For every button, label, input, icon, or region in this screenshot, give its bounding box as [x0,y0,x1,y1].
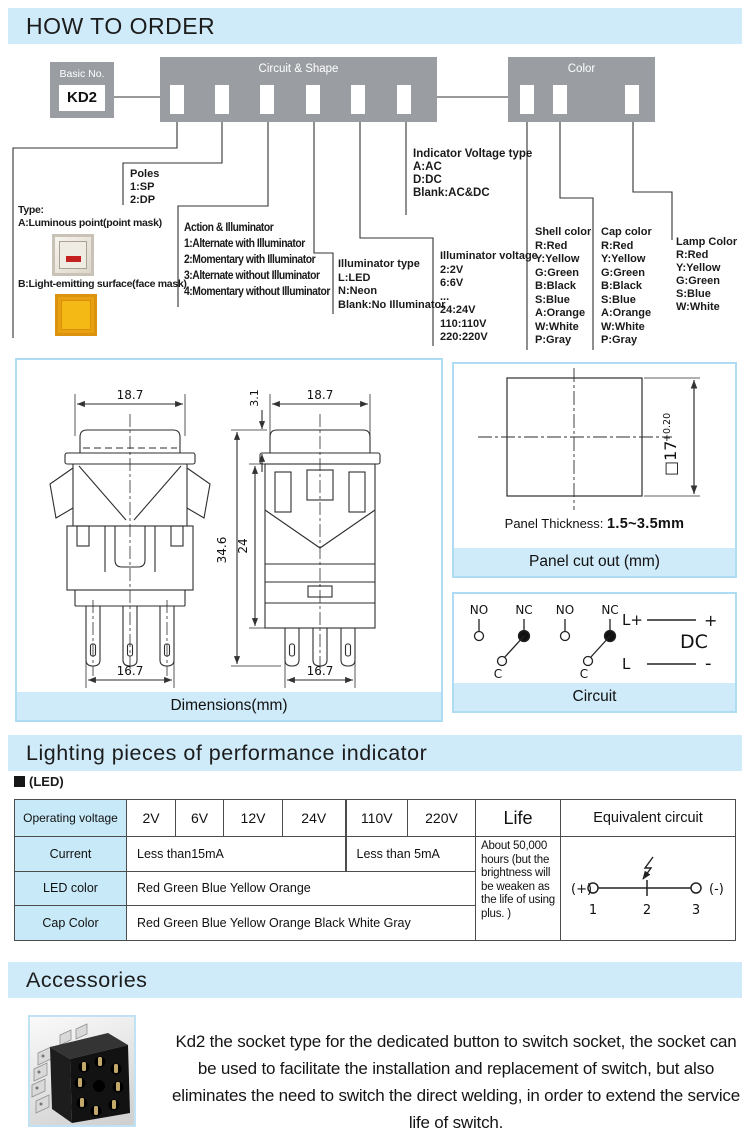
option-item: G:Green [676,275,721,287]
option-item: A:Luminous point(point mask) [18,217,162,229]
indicator-dot [66,256,81,262]
code-slot [170,85,184,114]
color-box [508,57,655,122]
panel-tolerance-label: +0.20 [662,412,673,442]
equiv-terminal-1: 1 [588,903,598,918]
option-list-poles [130,168,159,207]
option-list-illuminator-type [338,258,446,312]
led-note-label: (LED) [29,774,64,789]
option-list-cap-color [601,226,652,348]
dim-front-top: 18.7 [116,388,144,402]
option-item: S:Blue [601,293,636,306]
indicator-spec-table [14,799,736,941]
circuit-shape-label: Circuit & Shape [258,63,339,75]
plus-label: + [704,611,718,630]
cap-color-value: Red Green Blue Yellow Orange Black White Gray [127,906,476,941]
option-item: 3:Alternate without Illuminator [184,270,320,282]
section-title: Lighting pieces of performance indicator [26,740,428,765]
code-slot [215,85,229,114]
panel-cutout-panel [452,362,737,578]
current-high-value: Less than 5mA [346,837,476,872]
table-header-row [15,800,736,837]
no-label: NO [469,603,489,617]
section-title: HOW TO ORDER [26,12,216,39]
option-list-type [18,204,162,230]
equiv-terminal-2: 2 [642,903,652,918]
col-header: Operating voltage [15,800,127,837]
l-label: L [622,655,631,673]
option-item: R:Red [601,239,634,252]
option-list-action-illuminator [184,220,330,300]
equiv-minus-label: (-) [709,882,724,897]
section-title: Accessories [26,967,148,992]
option-list-type-b [18,278,187,291]
option-list-shell-color [535,226,591,348]
c-label: C [579,667,589,681]
dimensions-panel [15,358,443,722]
current-low-value: Less than15mA [127,837,346,872]
col-header: 220V [408,800,476,837]
code-slot [351,85,365,114]
basic-no-value: KD2 [59,85,105,111]
basic-no-label: Basic No. [59,68,105,80]
dimensions-drawing [17,360,441,692]
option-item: 220:220V [440,331,488,343]
panel-cutout-drawing [454,364,735,514]
option-list-title: Action & Illuminator [184,222,274,234]
option-item: R:Red [676,249,709,261]
option-list-illuminator-voltage [440,250,538,345]
led-bullet-icon [14,776,25,787]
option-item: ... [440,290,450,303]
option-item: 110:110V [440,317,487,330]
option-item: Blank:No Illuminator [338,298,446,311]
option-item: 2:DP [130,194,156,206]
dim-front-bottom: 16.7 [116,664,144,678]
panel-thickness [454,516,735,532]
option-item: Y:Yellow [601,253,646,265]
dim-cap-height: 3.1 [248,389,261,407]
option-list-title: Poles [130,168,160,180]
how-to-order-header [8,8,742,44]
button-image-point-mask [52,234,94,276]
code-slot [397,85,411,114]
option-item: W:White [676,301,720,313]
option-item: S:Blue [535,293,570,306]
option-item: 2:2V [440,263,464,276]
option-item: G:Green [535,266,580,279]
code-slot [625,85,639,114]
option-list-indicator-voltage-type [413,148,532,200]
option-list-title: Lamp Color [676,236,738,248]
option-item: G:Green [601,266,646,279]
socket-photo [28,1015,136,1127]
lighting-section-header [8,735,742,771]
option-item: B:Black [535,280,576,292]
option-list-title: Shell color [535,226,592,238]
minus-label: - [705,653,712,674]
circuit-caption: Circuit [454,683,735,711]
option-item: 1:Alternate with Illuminator [184,238,305,250]
option-item: Y:Yellow [676,262,721,274]
circuit-shape-box [160,57,437,122]
row-header: Current [15,837,127,872]
button-image-face-mask [55,294,97,336]
option-item: B:Light-emitting surface(face mask) [18,278,187,290]
c-label: C [493,667,503,681]
col-header: 2V [127,800,176,837]
option-item: 2:Momentary with Illuminator [184,254,316,266]
equiv-plus-label: (+) [571,882,593,897]
table-row-current [15,837,736,872]
option-list-title: Indicator Voltage type [413,148,533,160]
accessories-header [8,962,742,998]
nc-label: NC [601,603,619,617]
dim-total-height: 34.6 [215,536,229,564]
button-bezel [59,241,87,269]
option-list-title: Illuminator voltage [440,250,538,262]
color-label: Color [567,63,596,75]
led-note [14,774,64,789]
nc-label: NC [515,603,533,617]
option-list-lamp-color [676,236,737,314]
option-item: Y:Yellow [535,253,580,265]
socket-illustration [30,1017,134,1125]
button-face [61,300,91,330]
accessories-description: Kd2 the socket type for the dedicated button to switch socket, the socket can be used to facilitate the installation and replacement of switch, but also eliminates the need to switch the direct welding, in order to extend the service life of switch. [172,1032,740,1132]
option-item: Blank:AC&DC [413,187,490,199]
dc-label: DC [680,631,708,653]
option-item: A:AC [413,161,442,173]
option-item: 6:6V [440,277,464,289]
option-item: L:LED [338,271,371,284]
panel-thickness-label: Panel Thickness: [504,516,604,531]
option-item: D:DC [413,174,442,186]
dim-side-top: 18.7 [306,388,334,402]
l-plus-label: L+ [622,611,643,629]
panel-thickness-value: 1.5~3.5mm [607,516,685,532]
code-slot [260,85,274,114]
col-header-equivalent: Equivalent circuit [561,800,736,837]
row-header: LED color [15,871,127,906]
option-item: R:Red [535,239,568,252]
col-header: 24V [283,800,346,837]
option-list-title: Type: [18,204,44,216]
option-list-title: Cap color [601,226,652,238]
option-item: S:Blue [676,288,711,300]
option-item: N:Neon [338,285,378,297]
panel-size-label: □17 [661,440,680,476]
option-item: 4:Momentary without Illuminator [184,286,330,298]
equivalent-circuit-drawing [563,837,733,937]
option-item: W:White [535,320,579,333]
life-value: About 50,000 hours (but the brightness will be weaken as the life of using plus. ) [476,837,561,941]
circuit-drawing [454,594,735,683]
circuit-panel [452,592,737,713]
option-item: B:Black [601,280,642,292]
option-item: P:Gray [535,334,572,346]
code-slot [306,85,320,114]
dimensions-caption: Dimensions(mm) [17,692,441,720]
led-color-value: Red Green Blue Yellow Orange [127,871,476,906]
basic-no-box [50,62,114,118]
col-header: 6V [176,800,224,837]
equiv-terminal-3: 3 [691,903,701,918]
col-header: 110V [346,800,408,837]
option-list-title: Illuminator type [338,258,420,270]
no-label: NO [555,603,575,617]
code-slot [553,85,567,114]
row-header: Cap Color [15,906,127,941]
option-item: A:Orange [601,307,652,319]
dim-body-height: 24 [236,538,250,554]
option-item: W:White [601,320,645,333]
option-item: A:Orange [535,307,586,319]
option-item: P:Gray [601,334,638,346]
col-header: 12V [224,800,283,837]
equivalent-circuit-cell [561,837,736,941]
option-item: 24:24V [440,304,476,316]
option-item: 1:SP [130,181,155,193]
dim-side-bottom: 16.7 [306,664,334,678]
code-slot [520,85,534,114]
col-header-life: Life [476,800,561,837]
panel-cutout-caption: Panel cut out (mm) [454,548,735,576]
